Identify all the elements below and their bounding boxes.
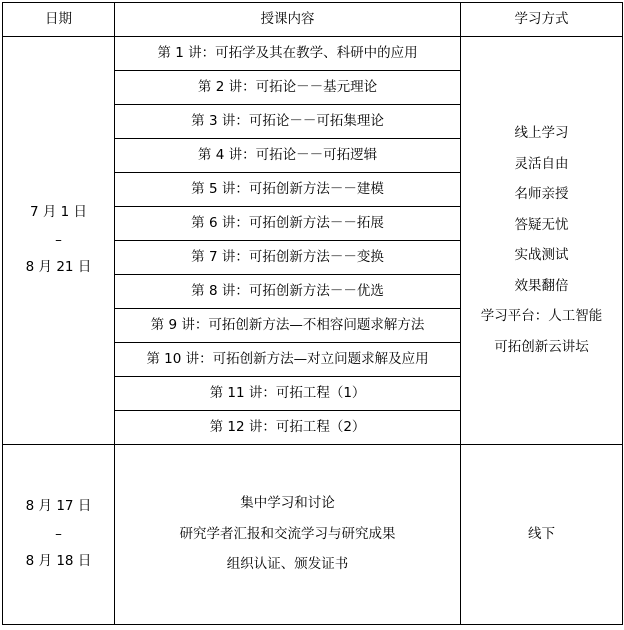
offline-date-cell xyxy=(3,445,115,625)
lecture-6: 第 6 讲：可拓创新方法－－拓展 xyxy=(115,207,461,241)
online-date-end: 8 月 21 日 xyxy=(25,259,92,276)
online-date-start: 7 月 1 日 xyxy=(29,204,88,221)
lecture-2: 第 2 讲：可拓论－－基元理论 xyxy=(115,71,461,105)
offline-content-cell xyxy=(115,445,461,625)
lecture-5: 第 5 讲：可拓创新方法－－建模 xyxy=(115,173,461,207)
schedule-table xyxy=(2,2,623,625)
header-row xyxy=(3,3,623,37)
lecture-9: 第 9 讲：可拓创新方法—不相容问题求解方法 xyxy=(115,309,461,343)
lecture-1: 第 1 讲：可拓学及其在教学、科研中的应用 xyxy=(115,37,461,71)
mode-line-2: 灵活自由 xyxy=(514,155,569,172)
mode-line-6: 效果翻倍 xyxy=(514,277,569,294)
offline-date-end: 8 月 18 日 xyxy=(25,553,92,570)
mode-line-8: 可拓创新云讲坛 xyxy=(494,338,589,355)
header-mode: 学习方式 xyxy=(461,3,623,37)
online-date-cell xyxy=(3,37,115,445)
online-mode-cell xyxy=(461,37,623,445)
lecture-8: 第 8 讲：可拓创新方法－－优选 xyxy=(115,275,461,309)
mode-line-3: 名师亲授 xyxy=(514,186,569,202)
lecture-4: 第 4 讲：可拓论－－可拓逻辑 xyxy=(115,139,461,173)
mode-line-5: 实战测试 xyxy=(514,247,569,263)
mode-line-4: 答疑无忧 xyxy=(514,216,569,233)
offline-content-1: 集中学习和讨论 xyxy=(240,495,335,512)
offline-content-3: 组织认证、颁发证书 xyxy=(226,556,349,573)
mode-line-1: 线上学习 xyxy=(514,125,569,141)
offline-mode-cell: 线下 xyxy=(461,445,623,625)
offline-content-2: 研究学者汇报和交流学习与研究成果 xyxy=(179,525,396,542)
mode-line-7: 学习平台：人工智能 xyxy=(480,308,603,324)
lecture-10: 第 10 讲：可拓创新方法—对立问题求解及应用 xyxy=(115,343,461,377)
lecture-11: 第 11 讲：可拓工程（1） xyxy=(115,377,461,411)
offline-date-separator: – xyxy=(55,525,62,542)
lecture-row xyxy=(3,37,623,71)
offline-row xyxy=(3,445,623,625)
lecture-3: 第 3 讲：可拓论－－可拓集理论 xyxy=(115,105,461,139)
offline-date-start: 8 月 17 日 xyxy=(25,498,92,515)
header-date: 日期 xyxy=(3,3,115,37)
lecture-7: 第 7 讲：可拓创新方法－－变换 xyxy=(115,241,461,275)
online-date-separator: – xyxy=(55,231,62,248)
header-content: 授课内容 xyxy=(115,3,461,37)
lecture-12: 第 12 讲：可拓工程（2） xyxy=(115,411,461,445)
